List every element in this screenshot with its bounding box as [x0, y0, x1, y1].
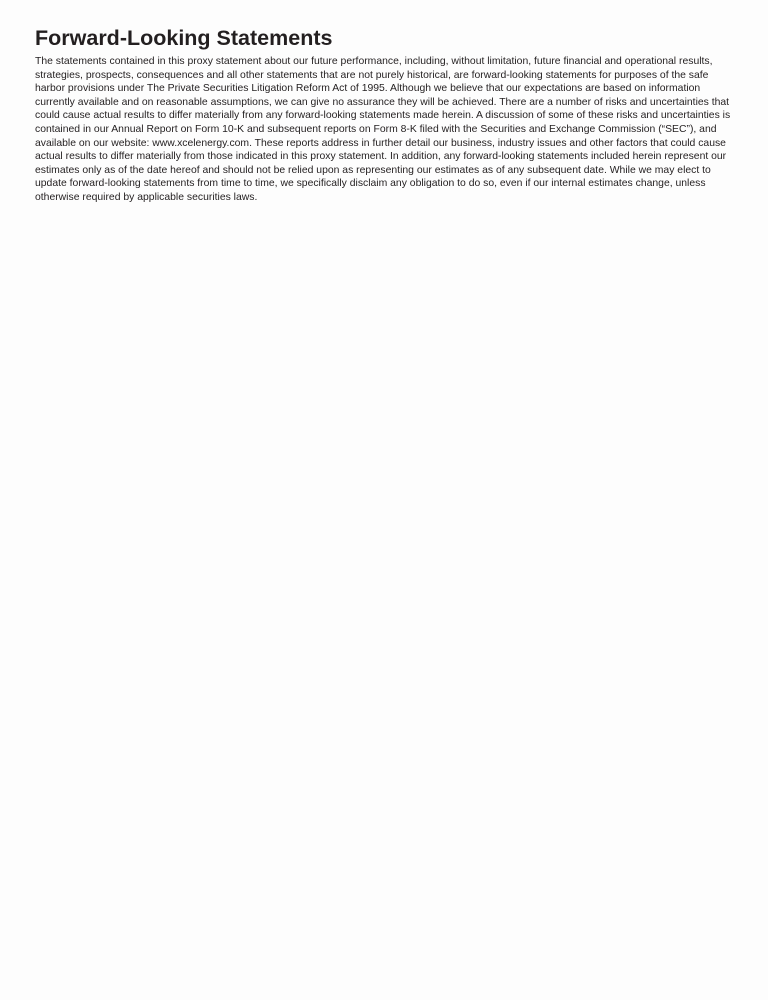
forward-looking-paragraph: The statements contained in this proxy statement about our future performance, including, without limitation, future financial and operational results, strategies, prospects, consequences and all other statements that are not purely historical, are forward-looking statements for purposes of the safe harbor provisions under The Private Securities Litigation Reform Act of 1995. Although we believe that our expectations are based on information currently available and on reasonable assumptions, we can give no assurance they will be achieved. There are a number of risks and uncertainties that could cause actual results to differ materially from any forward-looking statements made herein. A discussion of some of these risks and uncertainties is contained in our Annual Report on Form 10-K and subsequent reports on Form 8-K filed with the Securities and Exchange Commission (“SEC”), and available on our website: www.xcelenergy.com. These reports address in further detail our business, industry issues and other factors that could cause actual results to differ materially from those indicated in this proxy statement. In addition, any forward-looking statements included herein represent our estimates only as of the date hereof and should not be relied upon as representing our estimates as of any subsequent date. While we may elect to update forward-looking statements from time to time, we specifically disclaim any obligation to do so, even if our internal estimates change, unless otherwise required by applicable securities laws. — [35, 56, 731, 203]
section-title: Forward-Looking Statements — [35, 26, 333, 50]
document-page — [35, 26, 735, 205]
